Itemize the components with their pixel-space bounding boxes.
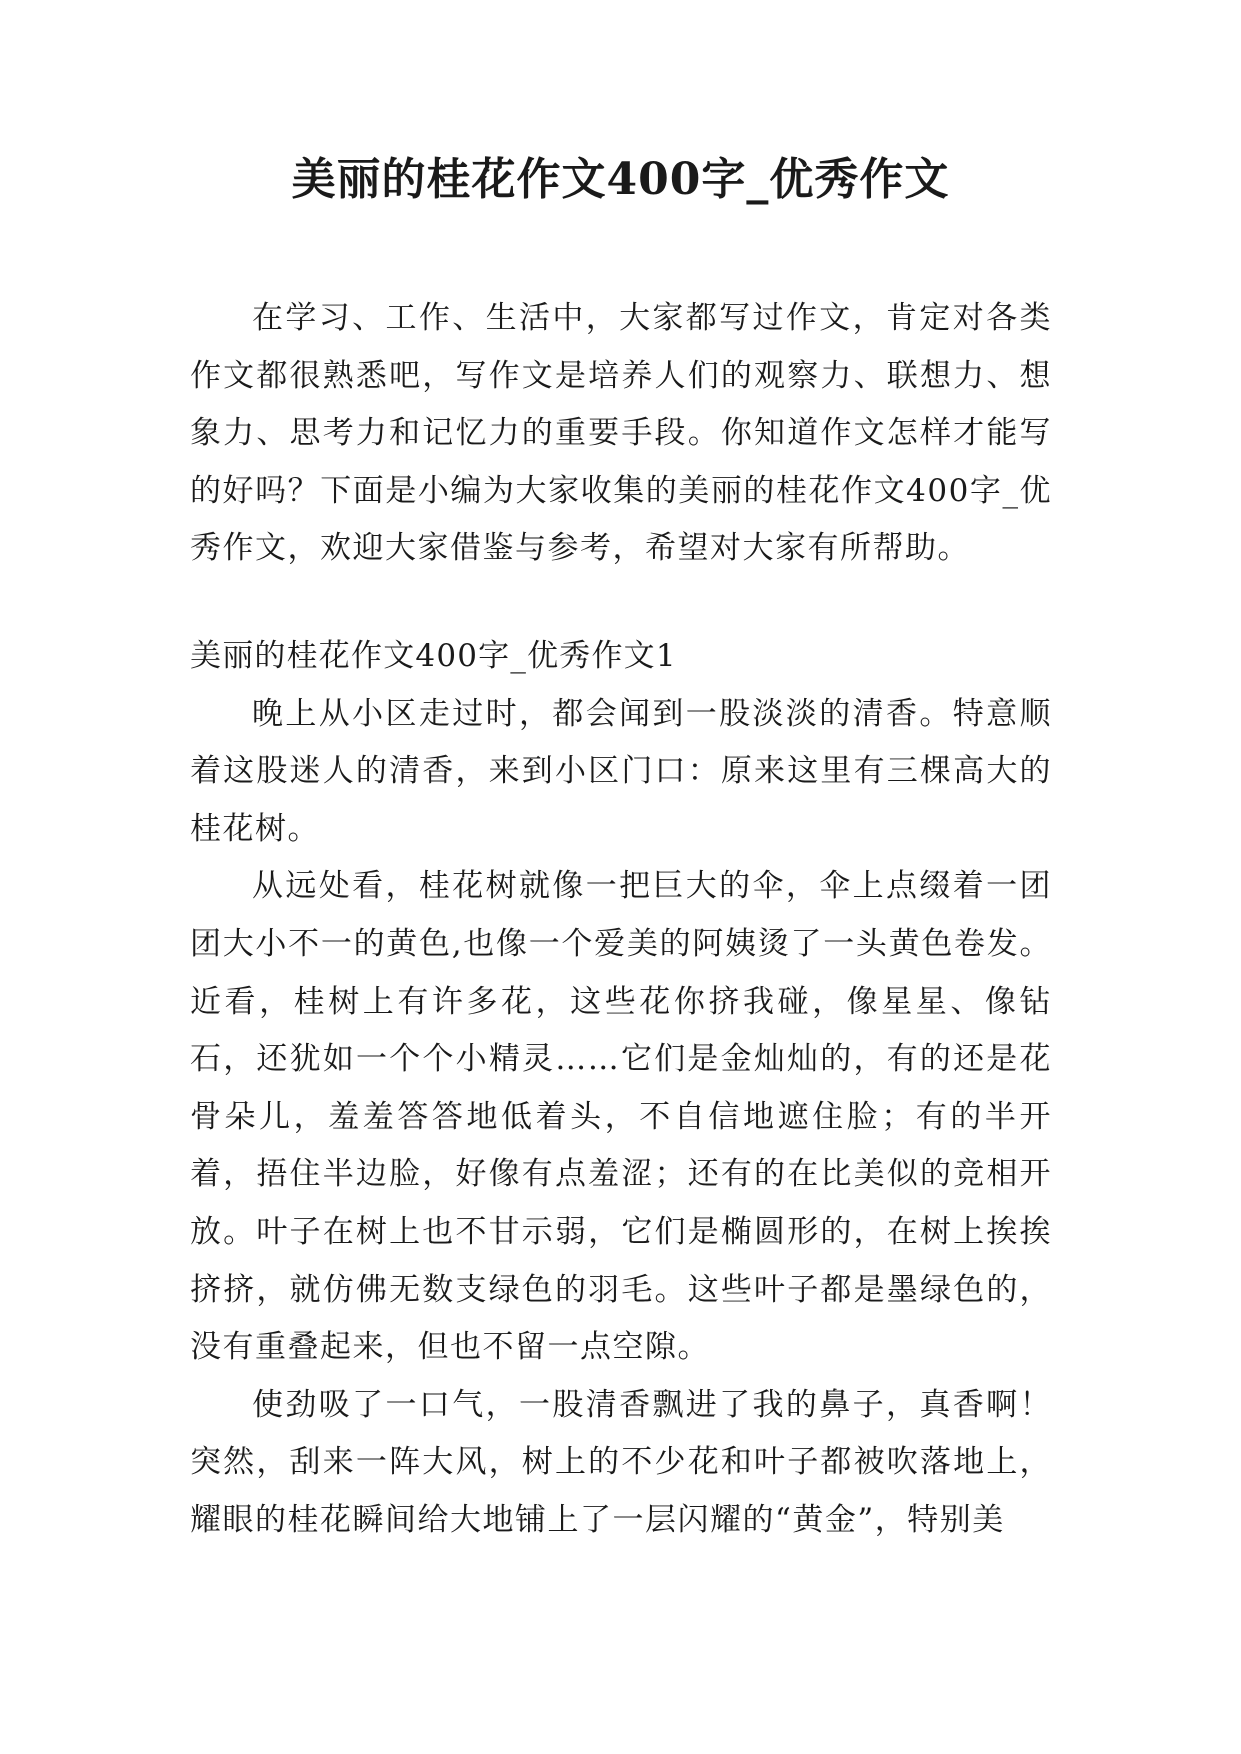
document-body <box>190 290 1052 1549</box>
body-paragraph: 使劲吸了一口气，一股清香飘进了我的鼻子，真香啊！突然，刮来一阵大风，树上的不少花和叶子都被吹落地上，耀眼的桂花瞬间给大地铺上了一层闪耀的“黄金”，特别美 <box>190 1386 1052 1538</box>
intro-paragraph: 在学习、工作、生活中，大家都写过作文，肯定对各类作文都很熟悉吧，写作文是培养人们的观察力、联想力、想象力、思考力和记忆力的重要手段。你知道作文怎样才能写的好吗？下面是小编为大家收集的美丽的桂花作文400字_优秀作文，欢迎大家借鉴与参考，希望对大家有所帮助。 <box>190 300 1052 567</box>
body-paragraph: 从远处看，桂花树就像一把巨大的伞，伞上点缀着一团团大小不一的黄色,也像一个爱美的阿姨烫了一头黄色卷发。近看，桂树上有许多花，这些花你挤我碰，像星星、像钻石，还犹如一个个小精灵……它们是金灿灿的，有的还是花骨朵儿，羞羞答答地低着头，不自信地遮住脸；有的半开着，捂住半边脸，好像有点羞涩；还有的在比美似的竞相开放。叶子在树上也不甘示弱，它们是椭圆形的，在树上挨挨挤挤，就仿佛无数支绿色的羽毛。这些叶子都是墨绿色的，没有重叠起来，但也不留一点空隙。 <box>190 868 1052 1366</box>
body-paragraph: 晚上从小区走过时，都会闻到一股淡淡的清香。特意顺着这股迷人的清香，来到小区门口：原来这里有三棵高大的桂花树。 <box>190 695 1052 847</box>
section-heading: 美丽的桂花作文400字_优秀作文1 <box>190 637 677 674</box>
document-title: 美丽的桂花作文400字_优秀作文 <box>291 154 950 205</box>
